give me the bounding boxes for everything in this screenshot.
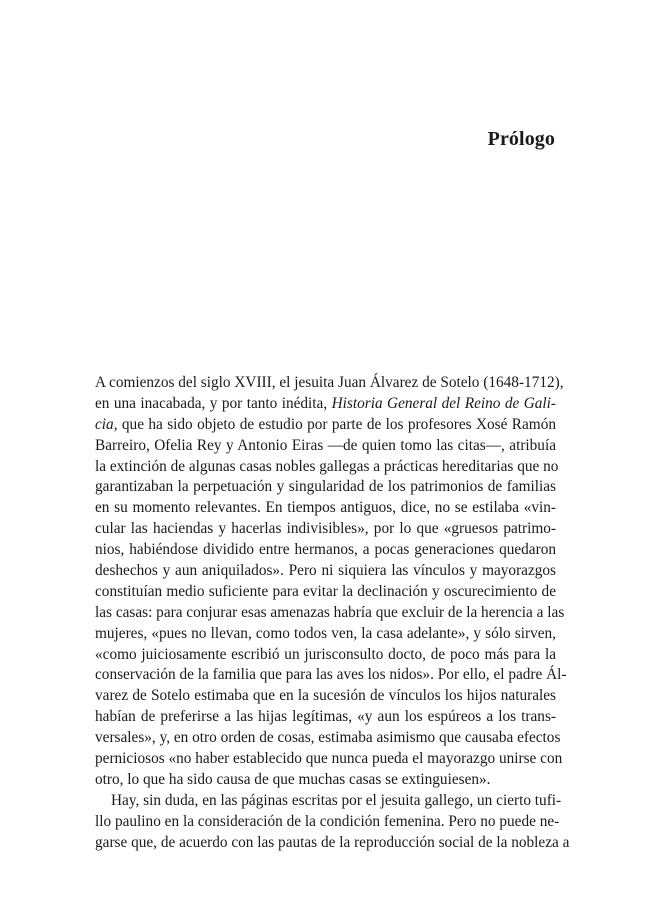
italic-title: Historia General del Reino de Gali- <box>331 394 556 412</box>
text-line <box>95 415 556 436</box>
text-segment: Barreiro, Ofelia Rey y Antonio Eiras —de quien tomo las citas—, atribuía <box>95 436 556 454</box>
text-line <box>95 791 562 812</box>
text-segment: habían de preferirse a las hijas legítimas, «y aun los espúreos a los trans- <box>95 708 556 726</box>
text-line <box>95 373 564 394</box>
text-segment: perniciosos «no haber establecido que nunca pueda el mayorazgo unirse con <box>95 750 563 768</box>
text-segment: otro, lo que ha sido causa de que muchas casas se extinguiesen». <box>95 770 491 788</box>
text-line <box>95 770 556 791</box>
text-line <box>95 812 560 833</box>
text-line <box>95 477 556 498</box>
text-segment: cular las haciendas y hacerlas indivisibles», por lo que «gruesos patrimo- <box>95 520 556 538</box>
chapter-title: Prólogo <box>487 128 555 150</box>
body-text <box>95 373 570 853</box>
text-line <box>95 582 556 603</box>
text-line <box>95 436 556 457</box>
text-segment: nios, habiéndose dividido entre hermanos, a pocas generaciones quedaron <box>95 541 556 559</box>
text-segment: Hay, sin duda, en las páginas escritas por el jesuita gallego, un cierto tufi- <box>111 791 562 809</box>
text-segment: deshechos y aun aniquilados». Pero ni siquiera las vínculos y mayorazgos <box>95 562 556 580</box>
text-segment: la extinción de algunas casas nobles gallegas a prácticas hereditarias que no <box>95 457 559 475</box>
text-segment: en su momento relevantes. En tiempos antiguos, dice, no se estilaba «vin- <box>95 499 556 517</box>
text-segment: garse que, de acuerdo con las pautas de la reproducción social de la nobleza a <box>95 833 570 851</box>
text-segment: versales», y, en otro orden de cosas, estimaba asimismo que causaba efectos <box>95 729 561 747</box>
text-segment: en una inacabada, y por tanto inédita, <box>95 394 332 412</box>
text-segment: constituían medio suficiente para evitar la declinación y oscurecimiento de <box>95 582 556 600</box>
text-line <box>95 749 563 770</box>
text-line <box>95 624 556 645</box>
text-line <box>95 519 556 540</box>
text-segment: conservación de la familia que para las aves los nidos». Por ello, el padre Ál- <box>95 666 567 684</box>
text-line <box>95 498 556 519</box>
text-line <box>95 833 570 854</box>
text-line <box>95 686 556 707</box>
text-line <box>95 561 556 582</box>
text-segment: varez de Sotelo estimaba que en la sucesión de vínculos los hijos naturales <box>95 687 556 705</box>
text-segment: mujeres, «pues no llevan, como todos ven, la casa adelante», y sólo sirven, <box>95 624 556 642</box>
text-line <box>95 645 556 666</box>
text-line <box>95 707 556 728</box>
text-segment: «como juiciosamente escribió un jurisconsulto docto, de poco más para la <box>95 645 556 663</box>
text-segment: , que ha sido objeto de estudio por parte de los profesores Xosé Ramón <box>113 415 556 433</box>
text-segment: A comienzos del siglo XVIII, el jesuita Juan Álvarez de Sotelo (1648-1712), <box>95 374 564 391</box>
text-segment: las casas: para conjurar esas amenazas habría que excluir de la herencia a las <box>95 603 565 621</box>
text-line <box>95 603 565 624</box>
text-line <box>95 394 556 415</box>
text-line <box>95 665 567 686</box>
text-line <box>95 457 559 478</box>
text-segment: garantizaban la perpetuación y singularidad de los patrimonios de familias <box>95 478 556 496</box>
text-line <box>95 540 556 561</box>
italic-title: cia <box>95 415 114 433</box>
text-line <box>95 728 561 749</box>
text-segment: llo paulino en la consideración de la condición femenina. Pero no puede ne- <box>95 812 560 830</box>
